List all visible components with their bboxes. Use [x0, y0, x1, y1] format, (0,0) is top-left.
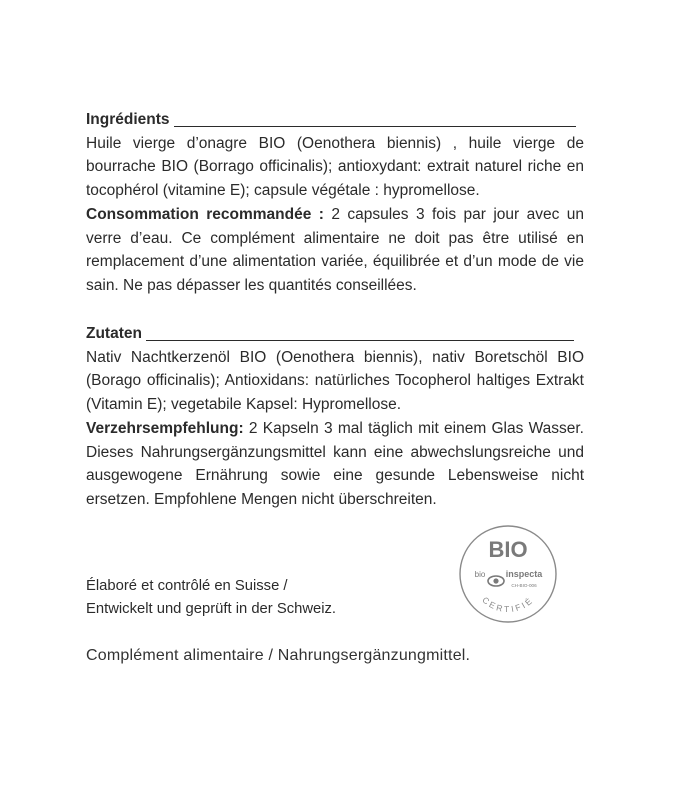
- ingredients-text-de: Nativ Nachtkerzenöl BIO (Oenothera biennis), nativ Boretschöl BIO (Borago officinalis); Antioxidans: natürliches Tocopherol haltiges Extrakt (Vitamin E); vegetabile Kapsel: Hypromellose.: [86, 348, 584, 414]
- usage-paragraph-de: [86, 417, 584, 512]
- bio-inspecta-seal: [458, 524, 558, 624]
- seal-certifie-text: CERTIFIÉ: [480, 594, 536, 615]
- usage-text-de: 2 Kapseln 3 mal täglich mit einem Glas Wasser. Dieses Nahrungsergänzungsmittel kann eine abwechslungsreiche und ausgewogene Ernährung sowie eine gesunde Lebensweise nicht ersetzen. Empfohlene Mengen nicht überschreiten.: [86, 419, 584, 508]
- seal-code-text: CH-BIO-006: [511, 583, 537, 588]
- ingredients-heading-fr: [86, 108, 584, 132]
- ingredients-heading-de: [86, 322, 584, 346]
- ingredients-heading-fr-text: Ingrédients: [86, 111, 170, 128]
- heading-underline-de: [146, 340, 574, 341]
- origin-line-de: Entwickelt und geprüft in der Schweiz.: [86, 601, 337, 617]
- french-section: [86, 108, 584, 298]
- seal-inspecta-text: inspecta: [505, 569, 543, 579]
- usage-label-fr: Consommation recommandée :: [86, 205, 324, 223]
- ingredients-heading-de-text: Zutaten: [86, 325, 142, 342]
- heading-underline-fr: [174, 126, 576, 127]
- seal-bio-small-text: bio: [474, 570, 486, 579]
- german-section: [86, 322, 584, 512]
- ingredients-text-fr: Huile vierge d’onagre BIO (Oenothera biennis) , huile vierge de bourrache BIO (Borrago officinalis); antioxydant: extrait naturel riche en tocophérol (vitamine E); capsule végétale : hypromellose.: [86, 134, 584, 200]
- origin-line-fr: Élaboré et contrôlé en Suisse /: [86, 578, 288, 594]
- usage-label-de: Verzehrsempfehlung:: [86, 419, 244, 437]
- product-type-footer: Complément alimentaire / Nahrungsergänzungmittel.: [86, 647, 471, 664]
- usage-text-fr: 2 capsules 3 fois par jour avec un verre d’eau. Ce complément alimentaire ne doit pas être utilisé en remplacement d’une alimentation variée, équilibrée et d’un mode de vie sain. Ne pas dépasser les quantités conseillées.: [86, 205, 584, 294]
- usage-paragraph-fr: [86, 203, 584, 298]
- origin-statement: [86, 575, 336, 621]
- seal-bio-text: BIO: [488, 537, 528, 562]
